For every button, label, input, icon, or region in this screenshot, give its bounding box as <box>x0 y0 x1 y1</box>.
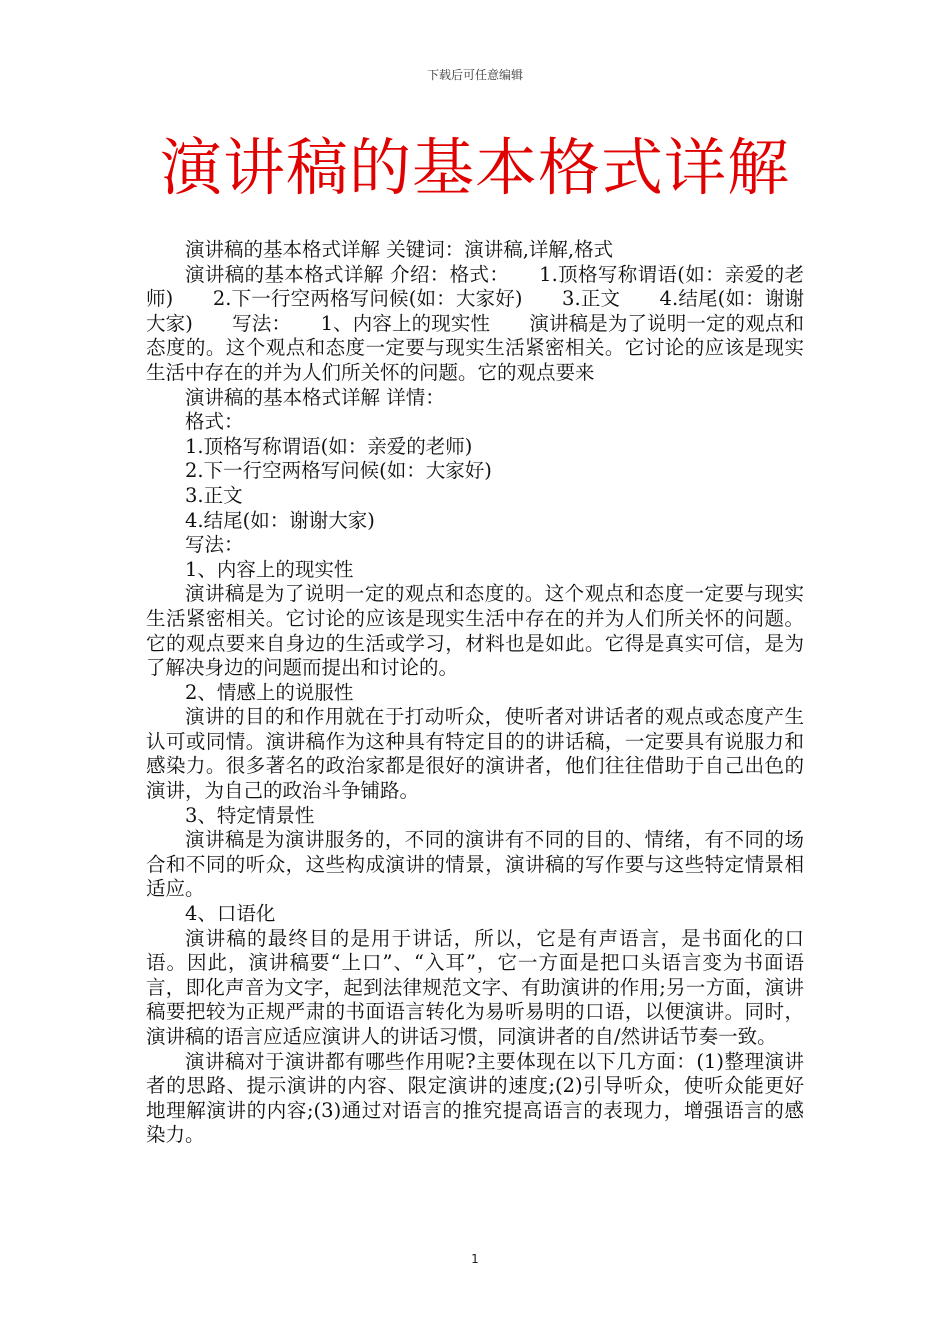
paragraph-format-heading: 格式： <box>185 410 244 434</box>
document-title: 演讲稿的基本格式详解 <box>159 131 790 204</box>
paragraph-intro: 演讲稿的基本格式详解 介绍：格式： 1.顶格写称谓语(如：亲爱的老师) 2.下一行空两格写问候(如：大家好) 3.正文 4.结尾(如：谢谢大家) 写法： 1、内容上的现实性 演讲稿是为了说明一定的观点和态度的。这个观点和态度一定要与现实生活紧密相关。它讨论的应该是现实生活中存在的并为人们所关怀的问题。它的观点要来 <box>146 262 804 384</box>
paragraph-format-item-4: 4.结尾(如：谢谢大家) <box>185 508 375 532</box>
header-note: 下载后可任意编辑 <box>426 68 523 82</box>
paragraph-format-item-1: 1.顶格写称谓语(如：亲爱的老师) <box>185 434 473 458</box>
paragraph-format-item-3: 3.正文 <box>185 483 243 507</box>
paragraph-reality: 演讲稿是为了说明一定的观点和态度的。这个观点和态度一定要与现实生活紧密相关。它讨论的应该是现实生活中存在的并为人们所关怀的问题。它的观点要来自身边的生活或学习，材料也是如此。它得是真实可信，是为了解决身边的问题而提出和讨论的。 <box>146 582 804 680</box>
paragraph-format-item-2: 2.下一行空两格写问候(如：大家好) <box>185 459 492 483</box>
section-heading-colloquial: 4、口语化 <box>185 902 276 926</box>
paragraph-details-heading: 演讲稿的基本格式详解 详情： <box>185 385 445 409</box>
section-heading-context: 3、特定情景性 <box>185 803 315 827</box>
section-heading-persuasion: 2、情感上的说服性 <box>185 680 354 704</box>
paragraph-writing-heading: 写法： <box>185 533 244 557</box>
document-body <box>146 238 804 1148</box>
section-heading-reality: 1、内容上的现实性 <box>185 557 354 581</box>
paragraph-context: 演讲稿是为演讲服务的，不同的演讲有不同的目的、情绪，有不同的场合和不同的听众，这些构成演讲的情景，演讲稿的写作要与这些特定情景相适应。 <box>146 828 804 901</box>
page-number: 1 <box>471 1252 479 1266</box>
paragraph-functions: 演讲稿对于演讲都有哪些作用呢?主要体现在以下几方面：(1)整理演讲者的思路、提示演讲的内容、限定演讲的速度;(2)引导听众，使听众能更好地理解演讲的内容;(3)通过对语言的推究提高语言的表现力，增强语言的感染力。 <box>146 1049 804 1147</box>
paragraph-colloquial: 演讲稿的最终目的是用于讲话，所以，它是有声语言，是书面化的口语。因此，演讲稿要“上口”、“入耳”，它一方面是把口头语言变为书面语言，即化声音为文字，起到法律规范文字、有助演讲的作用;另一方面，演讲稿要把较为正规严肃的书面语言转化为易听易明的口语，以便演讲。同时，演讲稿的语言应适应演讲人的讲话习惯，同演讲者的自/然讲话节奏一致。 <box>146 926 804 1048</box>
paragraph-keywords: 演讲稿的基本格式详解 关键词：演讲稿,详解,格式 <box>185 238 614 261</box>
paragraph-persuasion: 演讲的目的和作用就在于打动听众，使听者对讲话者的观点或态度产生认可或同情。演讲稿作为这种具有特定目的的讲话稿，一定要具有说服力和感染力。很多著名的政治家都是很好的演讲者，他们往往借助于自己出色的演讲，为自己的政治斗争铺路。 <box>146 705 804 803</box>
